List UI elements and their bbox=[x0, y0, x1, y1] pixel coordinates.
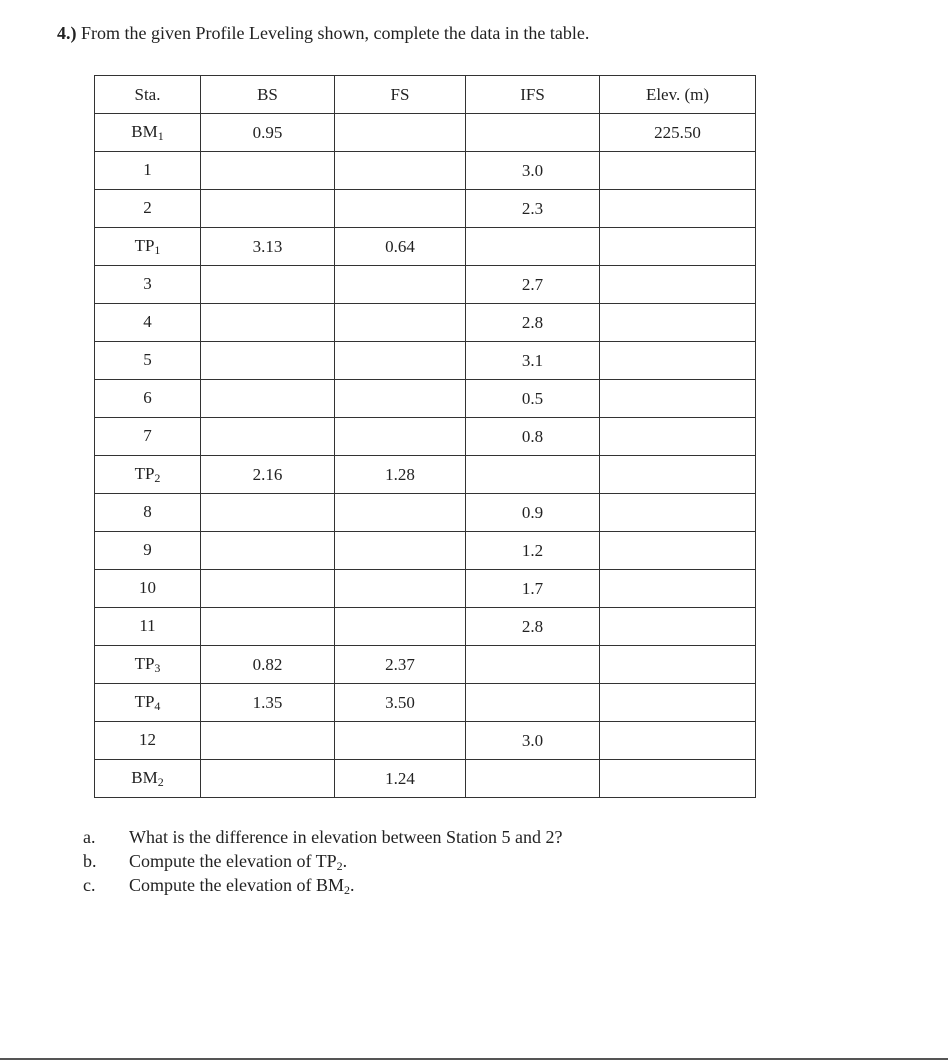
header-fs: FS bbox=[335, 76, 466, 114]
station-label: 7 bbox=[143, 425, 152, 445]
cell-bs: 2.16 bbox=[201, 456, 335, 494]
cell-ifs bbox=[466, 456, 600, 494]
question-item bbox=[83, 825, 563, 849]
cell-ifs: 3.1 bbox=[466, 342, 600, 380]
station-label: 11 bbox=[139, 615, 156, 635]
cell-sta bbox=[95, 114, 201, 152]
cell-elev bbox=[600, 494, 756, 532]
cell-bs bbox=[201, 190, 335, 228]
station-subscript: 4 bbox=[154, 698, 161, 713]
station-label: TP bbox=[134, 463, 155, 483]
profile-leveling-table bbox=[94, 75, 756, 798]
table-row bbox=[95, 760, 756, 798]
header-bs: BS bbox=[201, 76, 335, 114]
question-subscript: 2 bbox=[336, 859, 343, 873]
table-row bbox=[95, 342, 756, 380]
cell-elev bbox=[600, 570, 756, 608]
station-label: BM bbox=[131, 767, 158, 787]
cell-fs bbox=[335, 304, 466, 342]
cell-bs bbox=[201, 380, 335, 418]
cell-elev bbox=[600, 646, 756, 684]
cell-fs bbox=[335, 570, 466, 608]
cell-ifs: 1.7 bbox=[466, 570, 600, 608]
cell-ifs: 0.8 bbox=[466, 418, 600, 456]
station-subscript: 1 bbox=[157, 128, 164, 143]
table-row bbox=[95, 152, 756, 190]
cell-bs bbox=[201, 266, 335, 304]
cell-elev bbox=[600, 228, 756, 266]
cell-fs bbox=[335, 608, 466, 646]
cell-bs: 0.95 bbox=[201, 114, 335, 152]
station-label: 5 bbox=[143, 349, 152, 369]
table-row bbox=[95, 494, 756, 532]
question-tail: . bbox=[349, 875, 355, 895]
station-label: TP bbox=[134, 235, 155, 255]
table-row bbox=[95, 418, 756, 456]
cell-fs bbox=[335, 114, 466, 152]
cell-sta bbox=[95, 532, 201, 570]
table-row bbox=[95, 722, 756, 760]
question-heading bbox=[57, 22, 589, 44]
cell-ifs bbox=[466, 114, 600, 152]
cell-fs bbox=[335, 380, 466, 418]
station-label: 6 bbox=[143, 387, 152, 407]
station-label: 1 bbox=[143, 159, 152, 179]
station-subscript: 2 bbox=[157, 774, 164, 789]
question-letter: a. bbox=[83, 827, 96, 847]
table-row bbox=[95, 532, 756, 570]
cell-ifs: 3.0 bbox=[466, 152, 600, 190]
cell-elev bbox=[600, 418, 756, 456]
question-letter: b. bbox=[83, 851, 97, 871]
cell-bs bbox=[201, 418, 335, 456]
cell-bs bbox=[201, 494, 335, 532]
cell-fs bbox=[335, 152, 466, 190]
table-header-row bbox=[95, 76, 756, 114]
cell-elev bbox=[600, 266, 756, 304]
cell-ifs: 3.0 bbox=[466, 722, 600, 760]
station-label: BM bbox=[131, 121, 158, 141]
cell-bs bbox=[201, 532, 335, 570]
station-label: 4 bbox=[143, 311, 152, 331]
station-label: 12 bbox=[139, 729, 156, 749]
table-row bbox=[95, 304, 756, 342]
cell-bs: 3.13 bbox=[201, 228, 335, 266]
cell-elev bbox=[600, 532, 756, 570]
cell-elev bbox=[600, 190, 756, 228]
cell-elev bbox=[600, 152, 756, 190]
header-elev: Elev. (m) bbox=[600, 76, 756, 114]
station-label: 3 bbox=[143, 273, 152, 293]
cell-sta bbox=[95, 684, 201, 722]
table-row bbox=[95, 570, 756, 608]
cell-ifs bbox=[466, 646, 600, 684]
cell-fs: 2.37 bbox=[335, 646, 466, 684]
cell-ifs: 2.7 bbox=[466, 266, 600, 304]
station-subscript: 1 bbox=[154, 242, 161, 257]
cell-ifs: 1.2 bbox=[466, 532, 600, 570]
question-tail: . bbox=[342, 851, 348, 871]
cell-fs bbox=[335, 532, 466, 570]
cell-elev bbox=[600, 380, 756, 418]
cell-ifs: 2.8 bbox=[466, 608, 600, 646]
cell-elev bbox=[600, 760, 756, 798]
cell-fs: 0.64 bbox=[335, 228, 466, 266]
question-number: 4.) bbox=[57, 23, 77, 43]
question-item bbox=[83, 873, 563, 897]
table-row bbox=[95, 190, 756, 228]
cell-sta bbox=[95, 760, 201, 798]
cell-sta bbox=[95, 304, 201, 342]
station-subscript: 3 bbox=[154, 660, 161, 675]
question-subscript: 2 bbox=[343, 883, 350, 897]
cell-sta bbox=[95, 266, 201, 304]
header-ifs: IFS bbox=[466, 76, 600, 114]
cell-bs: 1.35 bbox=[201, 684, 335, 722]
station-label: 2 bbox=[143, 197, 152, 217]
cell-elev bbox=[600, 304, 756, 342]
cell-sta bbox=[95, 152, 201, 190]
cell-sta bbox=[95, 646, 201, 684]
cell-sta bbox=[95, 494, 201, 532]
cell-fs bbox=[335, 722, 466, 760]
question-item-text: Compute the elevation of BM bbox=[129, 875, 344, 895]
cell-ifs bbox=[466, 760, 600, 798]
cell-ifs: 2.3 bbox=[466, 190, 600, 228]
question-list bbox=[83, 825, 563, 897]
cell-bs bbox=[201, 570, 335, 608]
station-label: 8 bbox=[143, 501, 152, 521]
cell-elev bbox=[600, 722, 756, 760]
question-item-text: What is the difference in elevation between Station 5 and 2? bbox=[129, 827, 563, 847]
table-body bbox=[95, 114, 756, 798]
cell-sta bbox=[95, 380, 201, 418]
cell-fs: 1.24 bbox=[335, 760, 466, 798]
cell-fs bbox=[335, 190, 466, 228]
table-row bbox=[95, 456, 756, 494]
cell-ifs bbox=[466, 684, 600, 722]
cell-bs bbox=[201, 342, 335, 380]
cell-fs: 1.28 bbox=[335, 456, 466, 494]
station-label: TP bbox=[134, 691, 155, 711]
cell-sta bbox=[95, 342, 201, 380]
station-label: TP bbox=[134, 653, 155, 673]
cell-fs bbox=[335, 418, 466, 456]
table-row bbox=[95, 646, 756, 684]
station-subscript: 2 bbox=[154, 470, 161, 485]
cell-fs: 3.50 bbox=[335, 684, 466, 722]
cell-bs bbox=[201, 608, 335, 646]
cell-bs bbox=[201, 304, 335, 342]
question-letter: c. bbox=[83, 875, 96, 895]
table-row bbox=[95, 114, 756, 152]
cell-fs bbox=[335, 494, 466, 532]
question-item-text: Compute the elevation of TP bbox=[129, 851, 337, 871]
cell-ifs: 0.9 bbox=[466, 494, 600, 532]
station-label: 9 bbox=[143, 539, 152, 559]
cell-elev: 225.50 bbox=[600, 114, 756, 152]
question-text: From the given Profile Leveling shown, complete the data in the table. bbox=[81, 23, 590, 43]
cell-sta bbox=[95, 418, 201, 456]
cell-bs bbox=[201, 760, 335, 798]
cell-elev bbox=[600, 342, 756, 380]
cell-bs bbox=[201, 722, 335, 760]
cell-sta bbox=[95, 190, 201, 228]
cell-fs bbox=[335, 266, 466, 304]
cell-sta bbox=[95, 608, 201, 646]
header-sta: Sta. bbox=[95, 76, 201, 114]
cell-ifs: 2.8 bbox=[466, 304, 600, 342]
table-row bbox=[95, 380, 756, 418]
cell-fs bbox=[335, 342, 466, 380]
page-divider bbox=[0, 1058, 948, 1060]
cell-ifs: 0.5 bbox=[466, 380, 600, 418]
cell-elev bbox=[600, 456, 756, 494]
cell-ifs bbox=[466, 228, 600, 266]
cell-sta bbox=[95, 228, 201, 266]
table-row bbox=[95, 608, 756, 646]
cell-sta bbox=[95, 722, 201, 760]
cell-bs bbox=[201, 152, 335, 190]
station-label: 10 bbox=[139, 577, 156, 597]
table-row bbox=[95, 684, 756, 722]
cell-sta bbox=[95, 456, 201, 494]
question-item bbox=[83, 849, 563, 873]
cell-elev bbox=[600, 608, 756, 646]
table-row bbox=[95, 228, 756, 266]
table-row bbox=[95, 266, 756, 304]
cell-sta bbox=[95, 570, 201, 608]
cell-elev bbox=[600, 684, 756, 722]
cell-bs: 0.82 bbox=[201, 646, 335, 684]
